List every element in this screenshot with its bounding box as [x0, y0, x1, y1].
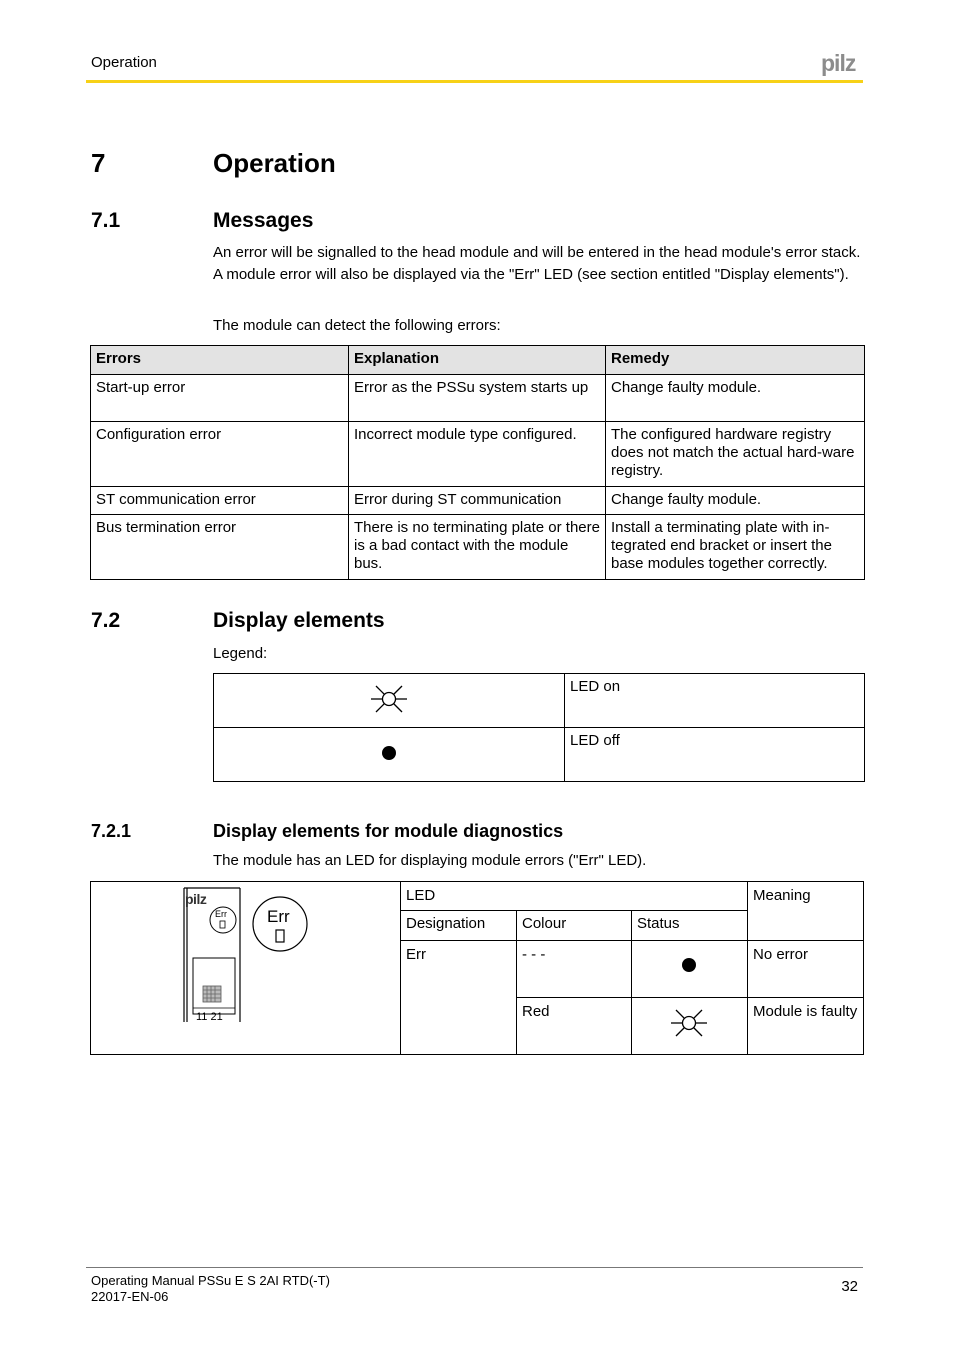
- table-row: [214, 728, 865, 782]
- colour-value: - - -: [522, 946, 546, 963]
- section-number: 7.2: [91, 609, 121, 632]
- table-row: [91, 515, 865, 580]
- led-on-icon: [369, 679, 409, 719]
- table-cell: Bus termination error: [91, 515, 349, 580]
- column-header: Errors: [91, 346, 349, 375]
- led-off-icon: [379, 743, 399, 763]
- header-rule: [86, 80, 863, 83]
- subsection-number: 7.2.1: [91, 821, 132, 841]
- table-cell: Install a terminating plate with in-tegrated end bracket or insert the base modules together correctly.: [606, 515, 865, 580]
- chapter-title: Operation: [213, 148, 336, 178]
- table-cell: [214, 674, 565, 728]
- footer: [91, 1273, 330, 1305]
- section-title: Display elements: [213, 609, 385, 632]
- table-row: [91, 375, 865, 422]
- footer-manual-title: Operating Manual PSSu E S 2AI RTD(-T): [91, 1273, 330, 1288]
- pilz-logo: [820, 52, 864, 81]
- column-header: Remedy: [606, 346, 865, 375]
- table-cell: [214, 728, 565, 782]
- table-row: [91, 487, 865, 515]
- table-row: [214, 674, 865, 728]
- legend-text: LED on: [565, 674, 865, 728]
- table-cell: Error as the PSSu system starts up: [349, 375, 606, 422]
- footer-doc-number: 22017-EN-06: [91, 1289, 169, 1304]
- module-logo: pilz: [185, 891, 207, 907]
- module-err-label: Err: [215, 909, 227, 919]
- table-cell: Change faulty module.: [606, 375, 865, 422]
- colour-header: Colour: [522, 915, 567, 932]
- subsection-title: Display elements for module diagnostics: [213, 821, 564, 841]
- section-title: Messages: [213, 209, 314, 232]
- page-number: 32: [841, 1278, 858, 1295]
- table-row: [91, 422, 865, 487]
- designation-header: Designation: [406, 915, 486, 932]
- table-cell: Start-up error: [91, 375, 349, 422]
- legend-label: Legend:: [213, 645, 268, 662]
- header-section-title: Operation: [91, 54, 157, 71]
- colour-value: Red: [522, 1003, 550, 1020]
- meaning-value: No error: [753, 946, 809, 963]
- column-header: Explanation: [349, 346, 606, 375]
- table-cell: Configuration error: [91, 422, 349, 487]
- zoom-err-label: Err: [267, 907, 290, 926]
- legend-table: [213, 673, 865, 782]
- messages-paragraph: An error will be signalled to the head module and will be entered in the head module's error stack. A module error will also be displayed via the "Err" LED (see section entitled "Display elements").: [213, 244, 861, 283]
- diagnostics-paragraph: The module has an LED for displaying module errors ("Err" LED).: [213, 852, 647, 869]
- designation-value: Err: [406, 946, 426, 963]
- table-header-row: [91, 346, 865, 375]
- section-number: 7.1: [91, 209, 121, 232]
- terminal-label: 11 21: [196, 1011, 223, 1023]
- table-cell: There is no terminating plate or there is a bad contact with the module bus.: [349, 515, 606, 580]
- meaning-header: Meaning: [753, 887, 811, 904]
- table-cell: Incorrect module type configured.: [349, 422, 606, 487]
- status-header: Status: [637, 915, 680, 932]
- errors-table: [90, 345, 865, 580]
- table-cell: Change faulty module.: [606, 487, 865, 515]
- footer-rule: [86, 1267, 863, 1268]
- logo-text: pilz: [821, 52, 856, 76]
- legend-text: LED off: [565, 728, 865, 782]
- errors-intro: The module can detect the following errors:: [213, 317, 501, 334]
- table-cell: The configured hardware registry does not match the actual hard-ware registry.: [606, 422, 865, 487]
- table-cell: Error during ST communication: [349, 487, 606, 515]
- meaning-value: Module is faulty: [753, 1003, 858, 1020]
- led-header: LED: [406, 887, 436, 904]
- chapter-number: 7: [91, 148, 106, 178]
- led-on-icon: [669, 1003, 709, 1043]
- module-diagram: [171, 886, 321, 1026]
- led-off-icon: [679, 955, 699, 975]
- diagnostics-table: [90, 881, 864, 1055]
- table-cell: ST communication error: [91, 487, 349, 515]
